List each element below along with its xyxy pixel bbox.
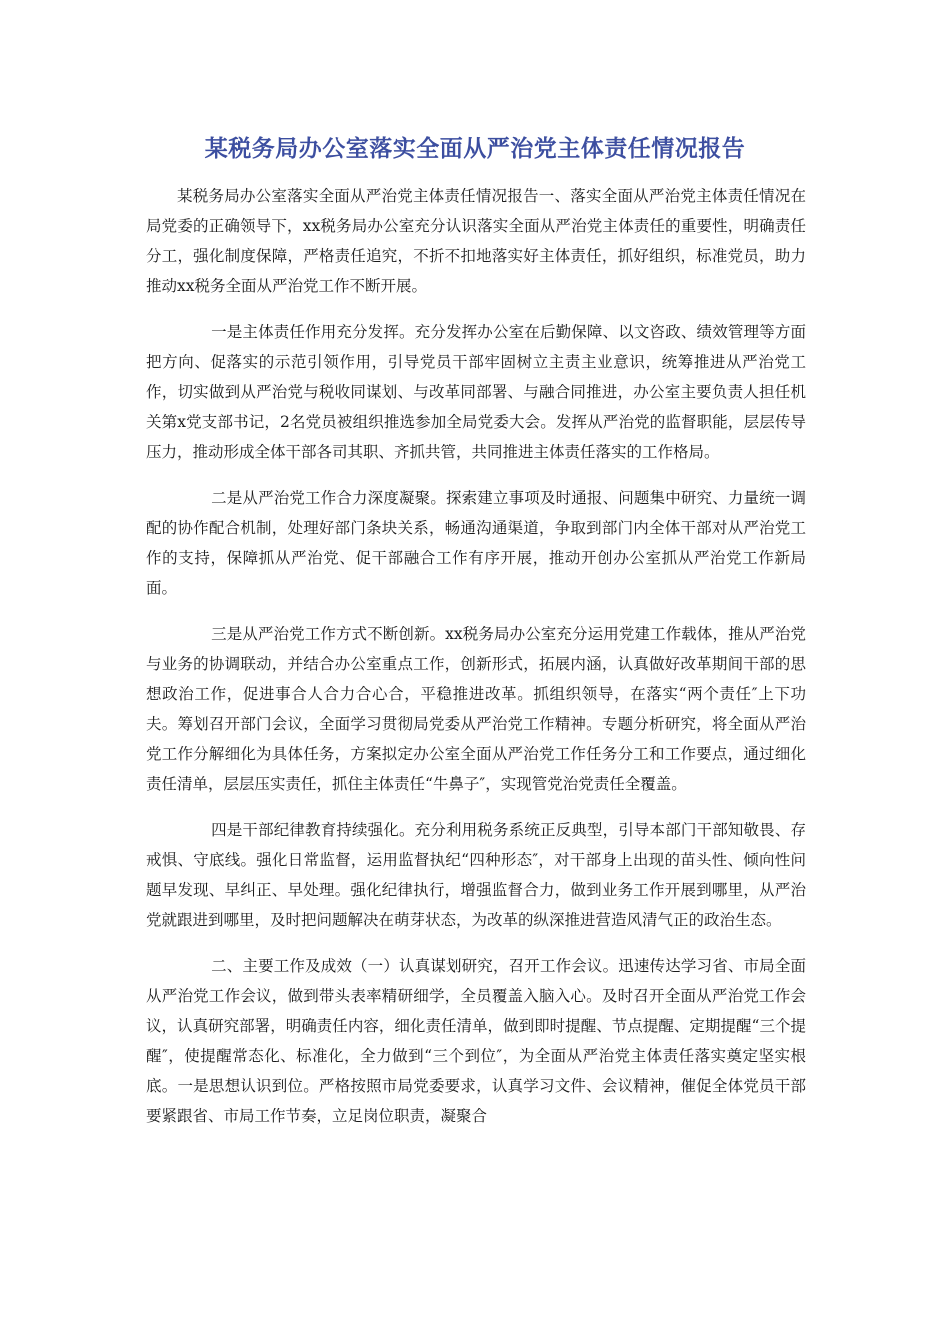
- paragraph-point-3: 三是从严治党工作方式不断创新。xx税务局办公室充分运用党建工作载体，推从严治党与业务的协调联动，并结合办公室重点工作，创新形式，拓展内涵，认真做好改革期间干部的思想政治工作，促进事合人合力合心合，平稳推进改革。抓组织领导，在落实“两个责任″上下功夫。筹划召开部门会议，全面学习贯彻局党委从严治党工作精神。专题分析研究，将全面从严治党工作分解细化为具体任务，方案拟定办公室全面从严治党工作任务分工和工作要点，通过细化责任清单，层层压实责任，抓住主体责任“牛鼻子″，实现管党治党责任全覆盖。: [146, 625, 806, 793]
- paragraph-intro: 某税务局办公室落实全面从严治党主体责任情况报告一、落实全面从严治党主体责任情况在局党委的正确领导下，xx税务局办公室充分认识落实全面从严治党主体责任的重要性，明确责任分工，强化制度保障，严格责任追究，不折不扣地落实好主体责任，抓好组织，标准党员，助力推动xx税务全面从严治党工作不断开展。: [146, 187, 806, 295]
- document-body: [146, 181, 806, 1147]
- paragraph-point-2: 二是从严治党工作合力深度凝聚。探索建立事项及时通报、问题集中研究、力量统一调配的协作配合机制，处理好部门条块关系，畅通沟通渠道，争取到部门内全体干部对从严治党工作的支持，保障抓从严治党、促干部融合工作有序开展，推动开创办公室抓从严治党工作新局面。: [146, 489, 806, 597]
- paragraph-section-2: 二、主要工作及成效（一）认真谋划研究，召开工作会议。迅速传达学习省、市局全面从严治党工作会议，做到带头表率精研细学，全员覆盖入脑入心。及时召开全面从严治党工作会议，认真研究部署，明确责任内容，细化责任清单，做到即时提醒、节点提醒、定期提醒“三个提醒″，使提醒常态化、标准化，全力做到“三个到位″，为全面从严治党主体责任落实奠定坚实根底。一是思想认识到位。严格按照市局党委要求，认真学习文件、会议精神，催促全体党员干部要紧跟省、市局工作节奏，立足岗位职责，凝聚合: [146, 957, 806, 1125]
- document-title: 某税务局办公室落实全面从严治党主体责任情况报告: [204, 136, 746, 162]
- paragraph-point-1: 一是主体责任作用充分发挥。充分发挥办公室在后勤保障、以文咨政、绩效管理等方面把方向、促落实的示范引领作用，引导党员干部牢固树立主责主业意识，统筹推进从严治党工作，切实做到从严治党与税收同谋划、与改革同部署、与融合同推进，办公室主要负责人担任机关第x党支部书记，2名党员被组织推选参加全局党委大会。发挥从严治党的监督职能，层层传导压力，推动形成全体干部各司其职、齐抓共管，共同推进主体责任落实的工作格局。: [146, 323, 806, 461]
- paragraph-point-4: 四是干部纪律教育持续强化。充分利用税务系统正反典型，引导本部门干部知敬畏、存戒惧、守底线。强化日常监督，运用监督执纪“四种形态″，对干部身上出现的苗头性、倾向性问题早发现、早纠正、早处理。强化纪律执行，增强监督合力，做到业务工作开展到哪里，从严治党就跟进到哪里，及时把问题解决在萌芽状态，为改革的纵深推进营造风清气正的政治生态。: [146, 821, 806, 929]
